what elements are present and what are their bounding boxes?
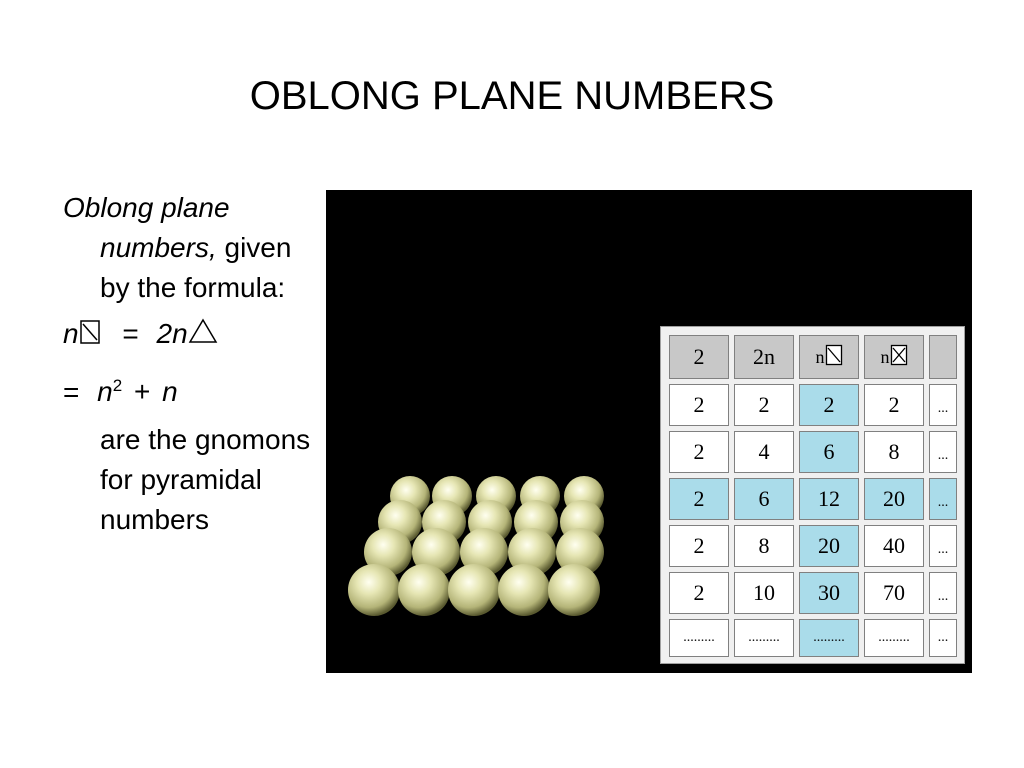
table-cell: ... xyxy=(929,572,957,614)
table-cell: 30 xyxy=(799,572,859,614)
table-cell: 6 xyxy=(799,431,859,473)
table-cell: 70 xyxy=(864,572,924,614)
table-cell: 20 xyxy=(799,525,859,567)
table-cell: ......... xyxy=(864,619,924,657)
table-cell: 2 xyxy=(669,384,729,426)
table-cell: ... xyxy=(929,384,957,426)
table-cell: 2 xyxy=(734,384,794,426)
crossed-square-icon xyxy=(890,344,908,371)
table-cell: 8 xyxy=(734,525,794,567)
table-cell: ... xyxy=(929,478,957,520)
table-cell: 2 xyxy=(669,525,729,567)
table-cell: ... xyxy=(929,525,957,567)
formula2-term: n xyxy=(162,376,178,408)
text-column xyxy=(63,188,313,540)
table-cell: 8 xyxy=(864,431,924,473)
intro-paragraph xyxy=(63,188,313,308)
table-header-cell xyxy=(864,335,924,379)
table-cell: 2 xyxy=(799,384,859,426)
table-header-label: n xyxy=(880,346,890,367)
table-header-label: n xyxy=(815,346,825,367)
formula2-base: n xyxy=(97,376,113,408)
formula1-rhs: 2n xyxy=(156,318,188,349)
table-header-cell xyxy=(929,335,957,379)
table-cell: 12 xyxy=(799,478,859,520)
formula2-plus: + xyxy=(133,376,151,408)
table-cell: 40 xyxy=(864,525,924,567)
formula-line-1 xyxy=(63,308,313,360)
intro-rest: given by the formula: xyxy=(100,232,292,303)
oblong-square-icon xyxy=(79,310,101,362)
conclusion-text: are the gnomons for pyramidal numbers xyxy=(100,424,311,535)
formula-line-2 xyxy=(63,360,313,412)
table-cell: 2 xyxy=(864,384,924,426)
table-cell: ......... xyxy=(669,619,729,657)
oblong-square-icon xyxy=(825,344,843,371)
table-cell: ... xyxy=(929,431,957,473)
formula2-exponent: 2 xyxy=(112,376,123,395)
intro-italic: Oblong plane numbers, xyxy=(63,192,230,263)
table-header-cell xyxy=(799,335,859,379)
table-cell: 6 xyxy=(734,478,794,520)
table-cell: 2 xyxy=(669,572,729,614)
table-cell: ... xyxy=(929,619,957,657)
table-cell: 10 xyxy=(734,572,794,614)
table-cell: 2 xyxy=(669,431,729,473)
sphere-row-front xyxy=(348,564,600,616)
table-cell: ......... xyxy=(734,619,794,657)
table-header-cell: 2 xyxy=(669,335,729,379)
table-cell: ......... xyxy=(799,619,859,657)
table-cell: 4 xyxy=(734,431,794,473)
formula2-equals: = xyxy=(63,376,80,408)
triangle-icon xyxy=(188,310,218,362)
formula1-lhs: n xyxy=(63,318,79,349)
formula1-equals: = xyxy=(122,318,139,349)
table-cell: 20 xyxy=(864,478,924,520)
table-cell: 2 xyxy=(669,478,729,520)
table-header-cell: 2n xyxy=(734,335,794,379)
number-table xyxy=(660,326,965,664)
slide-title: OBLONG PLANE NUMBERS xyxy=(249,74,775,118)
